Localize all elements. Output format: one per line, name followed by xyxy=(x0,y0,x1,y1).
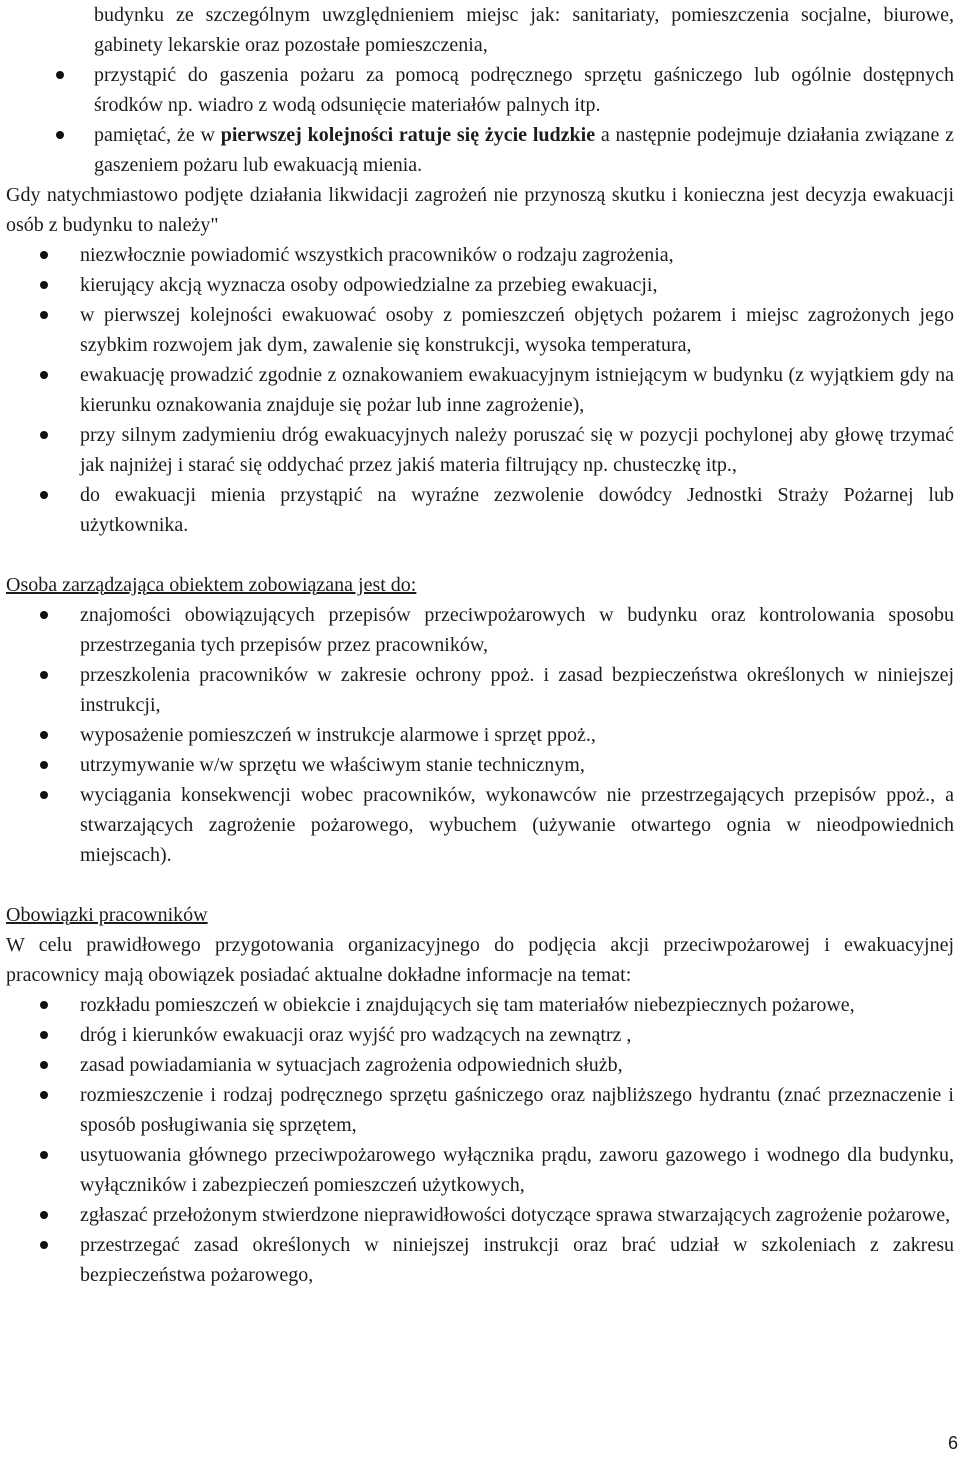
bullet-icon xyxy=(40,431,48,439)
bullet-icon xyxy=(40,491,48,499)
list-item xyxy=(6,420,954,480)
evacuation-intro: Gdy natychmiastowo podjęte działania likwidacji zagrożeń nie przynoszą skutku i konieczna jest decyzja ewakuacji osób z budynku to należy" xyxy=(6,184,954,236)
list-item xyxy=(6,780,954,870)
bullet-icon xyxy=(40,281,48,289)
employees-intro: W celu prawidłowego przygotowania organizacyjnego do podjęcia akcji przeciwpożarowej i ewakuacyjnej pracownicy mają obowiązek posiadać aktualne dokładne informacje na temat: xyxy=(6,934,954,986)
manager-heading xyxy=(6,570,954,600)
fire-actions-list xyxy=(6,60,954,180)
list-item xyxy=(6,990,954,1020)
list-item-text: zasad powiadamiania w sytuacjach zagrożenia odpowiednich służb, xyxy=(80,1054,623,1076)
list-item-priority xyxy=(6,120,954,180)
list-item-text: wyciągania konsekwencji wobec pracowników, wykonawców nie przestrzegających przepisów ppoż., a stwarzających zagrożenie pożarowego, wybuchem (używanie otwartego ognia w nieodpowiednich miejscach). xyxy=(80,784,954,866)
list-item xyxy=(6,240,954,270)
list-item-text: utrzymywanie w/w sprzętu we właściwym stanie technicznym, xyxy=(80,754,585,776)
employees-heading xyxy=(6,900,954,930)
bullet-icon xyxy=(40,761,48,769)
document-page xyxy=(6,0,954,1290)
list-item-text: niezwłocznie powiadomić wszystkich pracowników o rodzaju zagrożenia, xyxy=(80,244,674,266)
list-item-text: dróg i kierunków ewakuacji oraz wyjść pro wadzących na zewnątrz , xyxy=(80,1024,632,1046)
continuation-text: budynku ze szczególnym uwzględnieniem miejsc jak: sanitariaty, pomieszczenia socjalne, biurowe, gabinety lekarskie oraz pozostałe pomieszczenia, xyxy=(94,4,954,56)
list-item xyxy=(6,300,954,360)
bullet-icon xyxy=(40,371,48,379)
bullet-icon xyxy=(40,251,48,259)
priority-before: pamiętać, że w xyxy=(94,124,221,146)
list-item-text: kierujący akcją wyznacza osoby odpowiedzialne za przebieg ewakuacji, xyxy=(80,274,658,296)
page-number: 6 xyxy=(947,1433,958,1453)
list-item xyxy=(6,1080,954,1140)
bullet-icon xyxy=(40,611,48,619)
manager-duties-list xyxy=(6,600,954,870)
bullet-icon xyxy=(40,311,48,319)
list-item-text: znajomości obowiązujących przepisów przeciwpożarowych w budynku oraz kontrolowania sposobu przestrzegania tych przepisów przez pracowników, xyxy=(80,604,954,656)
spacer xyxy=(6,870,954,900)
list-item-text: wyposażenie pomieszczeń w instrukcje alarmowe i sprzęt ppoż., xyxy=(80,724,596,746)
bullet-icon xyxy=(40,791,48,799)
list-item xyxy=(6,1230,954,1290)
list-item xyxy=(6,750,954,780)
evacuation-list xyxy=(6,240,954,540)
bullet-icon xyxy=(40,1001,48,1009)
list-item-text: ewakuację prowadzić zgodnie z oznakowaniem ewakuacyjnym istniejącym w budynku (z wyjątkiem gdy na kierunku oznakowania znajduje się pożar lub inne zagrożenie), xyxy=(80,364,954,416)
list-item xyxy=(6,360,954,420)
manager-heading-text: Osoba zarządzająca obiektem zobowiązana jest do: xyxy=(6,574,417,596)
list-item xyxy=(6,1140,954,1200)
bullet-icon xyxy=(40,731,48,739)
list-item-text: w pierwszej kolejności ewakuować osoby z pomieszczeń objętych pożarem i miejsc zagrożonych jego szybkim rozwojem jak dym, zawalenie się konstrukcji, wysoka temperatura, xyxy=(80,304,954,356)
list-item-text: zgłaszać przełożonym stwierdzone nieprawidłowości dotyczące sprawa stwarzających zagrożenie pożarowe, xyxy=(80,1204,951,1226)
list-item-text: usytuowania głównego przeciwpożarowego wyłącznika prądu, zaworu gazowego i wodnego dla budynku, wyłączników i zabezpieczeń pomieszczeń użytkowych, xyxy=(80,1144,954,1196)
bullet-icon xyxy=(40,1031,48,1039)
list-item xyxy=(6,720,954,750)
list-item-text: przy silnym zadymieniu dróg ewakuacyjnych należy poruszać się w pozycji pochylonej aby głowę trzymać jak najniżej i starać się oddychać przez jakiś materia filtrujący np. chusteczkę itp., xyxy=(80,424,954,476)
bullet-icon xyxy=(40,1151,48,1159)
employee-knowledge-list xyxy=(6,990,954,1290)
list-item-text: przeszkolenia pracowników w zakresie ochrony ppoż. i zasad bezpieczeństwa określonych w niniejszej instrukcji, xyxy=(80,664,954,716)
list-item xyxy=(6,1050,954,1080)
list-item xyxy=(6,60,954,120)
bullet-icon xyxy=(56,71,64,79)
list-item-text: rozmieszczenie i rodzaj podręcznego sprzętu gaśniczego oraz najbliższego hydrantu (znać przeznaczenie i sposób posługiwania się sprzętem, xyxy=(80,1084,954,1136)
list-item xyxy=(6,270,954,300)
list-item xyxy=(6,1020,954,1050)
list-item-text: przestrzegać zasad określonych w niniejszej instrukcji oraz brać udział w szkoleniach z zakresu bezpieczeństwa pożarowego, xyxy=(80,1234,954,1286)
list-item-text: przystąpić do gaszenia pożaru za pomocą podręcznego sprzętu gaśniczego lub ogólnie dostępnych środków np. wiadro z wodą odsunięcie materiałów palnych itp. xyxy=(94,64,954,116)
list-item-text: rozkładu pomieszczeń w obiekcie i znajdujących się tam materiałów niebezpiecznych pożarowe, xyxy=(80,994,855,1016)
list-item xyxy=(6,480,954,540)
list-item-text: do ewakuacji mienia przystąpić na wyraźne zezwolenie dowódcy Jednostki Straży Pożarnej lub użytkownika. xyxy=(80,484,954,536)
bullet-icon xyxy=(40,1211,48,1219)
priority-bold: pierwszej kolejności ratuje się życie ludzkie xyxy=(220,124,596,146)
priority-after: a następnie podejmuje działania związane z gaszeniem pożaru lub ewakuacją mienia. xyxy=(94,124,955,176)
bullet-icon xyxy=(40,1061,48,1069)
bullet-icon xyxy=(40,671,48,679)
spacer xyxy=(6,540,954,570)
list-item xyxy=(6,660,954,720)
list-item xyxy=(6,1200,954,1230)
list-item xyxy=(6,600,954,660)
bullet-icon xyxy=(40,1091,48,1099)
bullet-icon xyxy=(56,131,64,139)
employees-heading-text: Obowiązki pracowników xyxy=(6,904,208,926)
bullet-icon xyxy=(40,1241,48,1249)
